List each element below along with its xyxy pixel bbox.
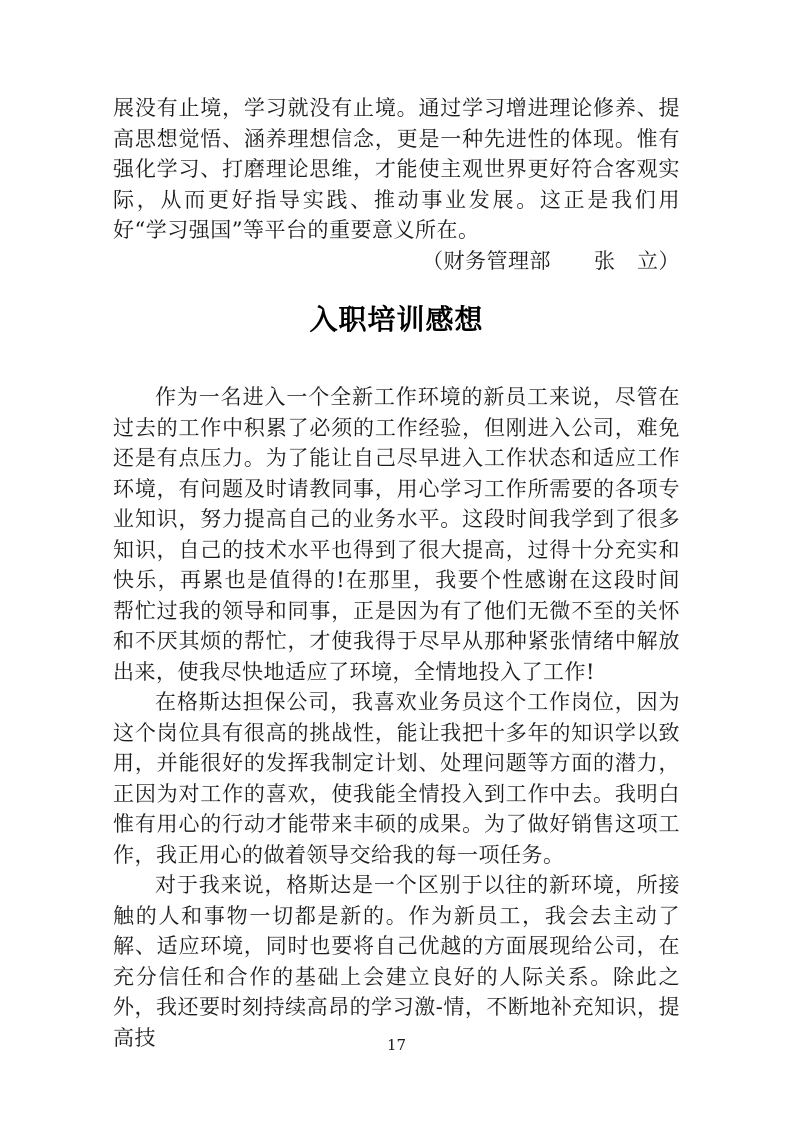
article-title: 入职培训感想 — [309, 304, 484, 335]
page-number: 17 — [386, 1036, 407, 1054]
author-attribution: （财务管理部 张 立） — [422, 248, 680, 273]
paragraph: 在格斯达担保公司，我喜欢业务员这个工作岗位，因为这个岗位具有很高的挑战性，能让我把十多年的知识学以致用，并能很好的发挥我制定计划、处理问题等方面的潜力，正因为对工作的喜欢，使我能全情投入到工作中去。我明白惟有用心的行动才能带来丰硕的成果。为了做好销售这项工作，我正用心的做着领导交给我的每一项任务。 — [113, 690, 680, 867]
page-content — [113, 93, 680, 1053]
paragraph: 作为一名进入一个全新工作环境的新员工来说，尽管在过去的工作中积累了必须的工作经验，但刚进入公司，难免还是有点压力。为了能让自己尽早进入工作状态和适应工作环境，有问题及时请教同事，用心学习工作所需要的各项专业知识，努力提高自己的业务水平。这段时间我学到了很多知识，自己的技术水平也得到了很大提高，过得十分充实和快乐，再累也是值得的!在那里，我要个性感谢在这段时间帮忙过我的领导和同事，正是因为有了他们无微不至的关怀和不厌其烦的帮忙，才使我得于尽早从那种紧张情绪中解放出来，使我尽快地适应了环境，全情地投入了工作! — [113, 385, 680, 684]
continuation-paragraph: 展没有止境，学习就没有止境。通过学习增进理论修养、提高思想觉悟、涵养理想信念，更是一种先进性的体现。惟有强化学习、打磨理论思维，才能使主观世界更好符合客观实际，从而更好指导实践、推动事业发展。这正是我们用好“学习强国”等平台的重要意义所在。 — [113, 96, 680, 242]
paragraph: 对于我来说，格斯达是一个区别于以往的新环境，所接触的人和事物一切都是新的。作为新员工，我会去主动了解、适应环境，同时也要将自己优越的方面展现给公司，在充分信任和合作的基础上会建立良好的人际关系。除此之外，我还要时刻持续高昂的学习激-情，不断地补充知识，提高技 — [113, 873, 680, 1050]
